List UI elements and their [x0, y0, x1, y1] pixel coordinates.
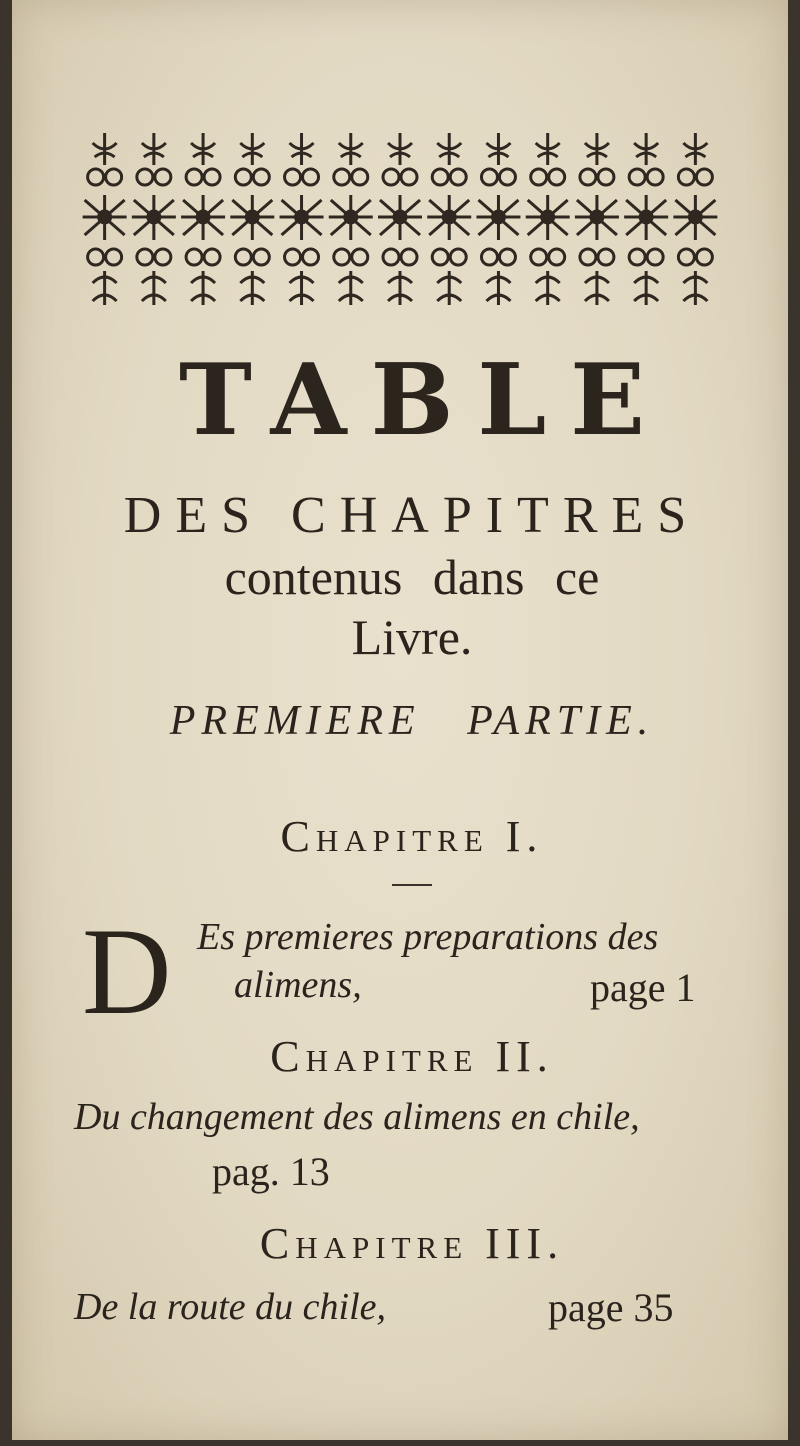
chapter-3-page-ref: page 35 [548, 1285, 674, 1330]
fleuron-sprig-bottom [290, 271, 314, 305]
fleuron-scroll [401, 169, 417, 185]
fleuron-scroll [549, 249, 565, 265]
chapter-1-page-ref: page 1 [590, 965, 696, 1010]
fleuron-scroll [481, 249, 497, 265]
fleuron-sprig-bottom [634, 271, 658, 305]
fleuron-scroll [647, 249, 663, 265]
part-heading: PREMIERE PARTIE. [169, 698, 655, 744]
fleuron-scroll [352, 249, 368, 265]
fleuron-sprig-bottom [486, 271, 510, 305]
chapter-2-heading: Chapitre II. [270, 1032, 554, 1081]
fleuron-scroll [383, 249, 399, 265]
fleuron-scroll [647, 169, 663, 185]
fleuron-scroll [352, 169, 368, 185]
fleuron-star-center [148, 211, 160, 223]
fleuron-sprig-top [142, 133, 166, 165]
fleuron-sprig-top [486, 133, 510, 165]
fleuron-sprig-bottom [93, 271, 117, 305]
fleuron-star-center [345, 211, 357, 223]
fleuron-scroll [696, 169, 712, 185]
fleuron-scroll [580, 249, 596, 265]
fleuron-sprig-bottom [437, 271, 461, 305]
chapter-3-heading: Chapitre III. [259, 1219, 565, 1268]
fleuron-scroll [580, 169, 596, 185]
fleuron-scroll [481, 169, 497, 185]
fleuron-sprig-bottom [240, 271, 264, 305]
fleuron-scroll [383, 169, 399, 185]
fleuron-scroll [432, 169, 448, 185]
fleuron-sprig-top [290, 133, 314, 165]
fleuron-sprig-top [240, 133, 264, 165]
chapter-1-entry-line-1: Es premieres preparations des [197, 916, 659, 958]
fleuron-scroll [629, 249, 645, 265]
fleuron-scroll [137, 169, 153, 185]
fleuron-sprig-bottom [683, 271, 707, 305]
fleuron-scroll [88, 169, 104, 185]
fleuron-scroll [678, 169, 694, 185]
fleuron-star-center [394, 211, 406, 223]
fleuron-sprig-top [388, 133, 412, 165]
fleuron-scroll [598, 169, 614, 185]
fleuron-star-center [99, 211, 111, 223]
subtitle-line-2: contenus dans ce [224, 549, 600, 605]
fleuron-scroll [106, 169, 122, 185]
fleuron-scroll [235, 169, 251, 185]
fleuron-sprig-top [437, 133, 461, 165]
fleuron-star-center [246, 211, 258, 223]
fleuron-sprig-bottom [388, 271, 412, 305]
chapter-1-entry-line-2: alimens, [234, 964, 362, 1006]
fleuron-scroll [334, 169, 350, 185]
fleuron-scroll [432, 249, 448, 265]
fleuron-scroll [499, 249, 515, 265]
fleuron-scroll [285, 249, 301, 265]
fleuron-scroll [106, 249, 122, 265]
fleuron-scroll [204, 169, 220, 185]
fleuron-scroll [204, 249, 220, 265]
fleuron-scroll [549, 169, 565, 185]
fleuron-sprig-top [93, 133, 117, 165]
fleuron-scroll [629, 169, 645, 185]
fleuron-scroll [186, 249, 202, 265]
fleuron-scroll [678, 249, 694, 265]
page-title: TABLE [178, 343, 670, 458]
fleuron-scroll [186, 169, 202, 185]
drop-cap: D [82, 903, 172, 1040]
divider-rule [392, 884, 432, 886]
fleuron-scroll [531, 169, 547, 185]
fleuron-star-center [443, 211, 455, 223]
fleuron-sprig-top [634, 133, 658, 165]
fleuron-sprig-top [339, 133, 363, 165]
chapter-3-entry: De la route du chile, [74, 1286, 387, 1328]
fleuron-scroll [303, 249, 319, 265]
fleuron-scroll [531, 249, 547, 265]
fleuron-scroll [450, 169, 466, 185]
fleuron-scroll [303, 169, 319, 185]
chapter-2-page-ref: pag. 13 [212, 1149, 330, 1194]
book-page [12, 0, 788, 1440]
fleuron-scroll [450, 249, 466, 265]
fleuron-sprig-bottom [536, 271, 560, 305]
fleuron-scroll [401, 249, 417, 265]
fleuron-star-center [296, 211, 308, 223]
fleuron-sprig-bottom [339, 271, 363, 305]
fleuron-sprig-bottom [142, 271, 166, 305]
fleuron-scroll [235, 249, 251, 265]
chapter-1-heading: Chapitre I. [280, 812, 544, 861]
chapter-2-entry: Du changement des alimens en chile, [74, 1096, 640, 1138]
fleuron-scroll [334, 249, 350, 265]
fleuron-scroll [155, 249, 171, 265]
fleuron-sprig-top [191, 133, 215, 165]
fleuron-sprig-top [536, 133, 560, 165]
fleuron-star-center [591, 211, 603, 223]
fleuron-sprig-bottom [585, 271, 609, 305]
fleuron-scroll [696, 249, 712, 265]
fleuron-sprig-top [683, 133, 707, 165]
fleuron-star-center [542, 211, 554, 223]
fleuron-star-center [689, 211, 701, 223]
subtitle-line-1: DES CHAPITRES [123, 487, 701, 544]
fleuron-scroll [88, 249, 104, 265]
fleuron-scroll [253, 169, 269, 185]
fleuron-star-center [492, 211, 504, 223]
fleuron-star-center [197, 211, 209, 223]
ornamental-headpiece [80, 125, 720, 310]
fleuron-sprig-bottom [191, 271, 215, 305]
fleuron-scroll [285, 169, 301, 185]
fleuron-scroll [253, 249, 269, 265]
fleuron-sprig-top [585, 133, 609, 165]
fleuron-scroll [155, 169, 171, 185]
fleuron-scroll [499, 169, 515, 185]
fleuron-scroll [598, 249, 614, 265]
subtitle-line-3: Livre. [351, 609, 473, 665]
fleuron-scroll [137, 249, 153, 265]
fleuron-star-center [640, 211, 652, 223]
